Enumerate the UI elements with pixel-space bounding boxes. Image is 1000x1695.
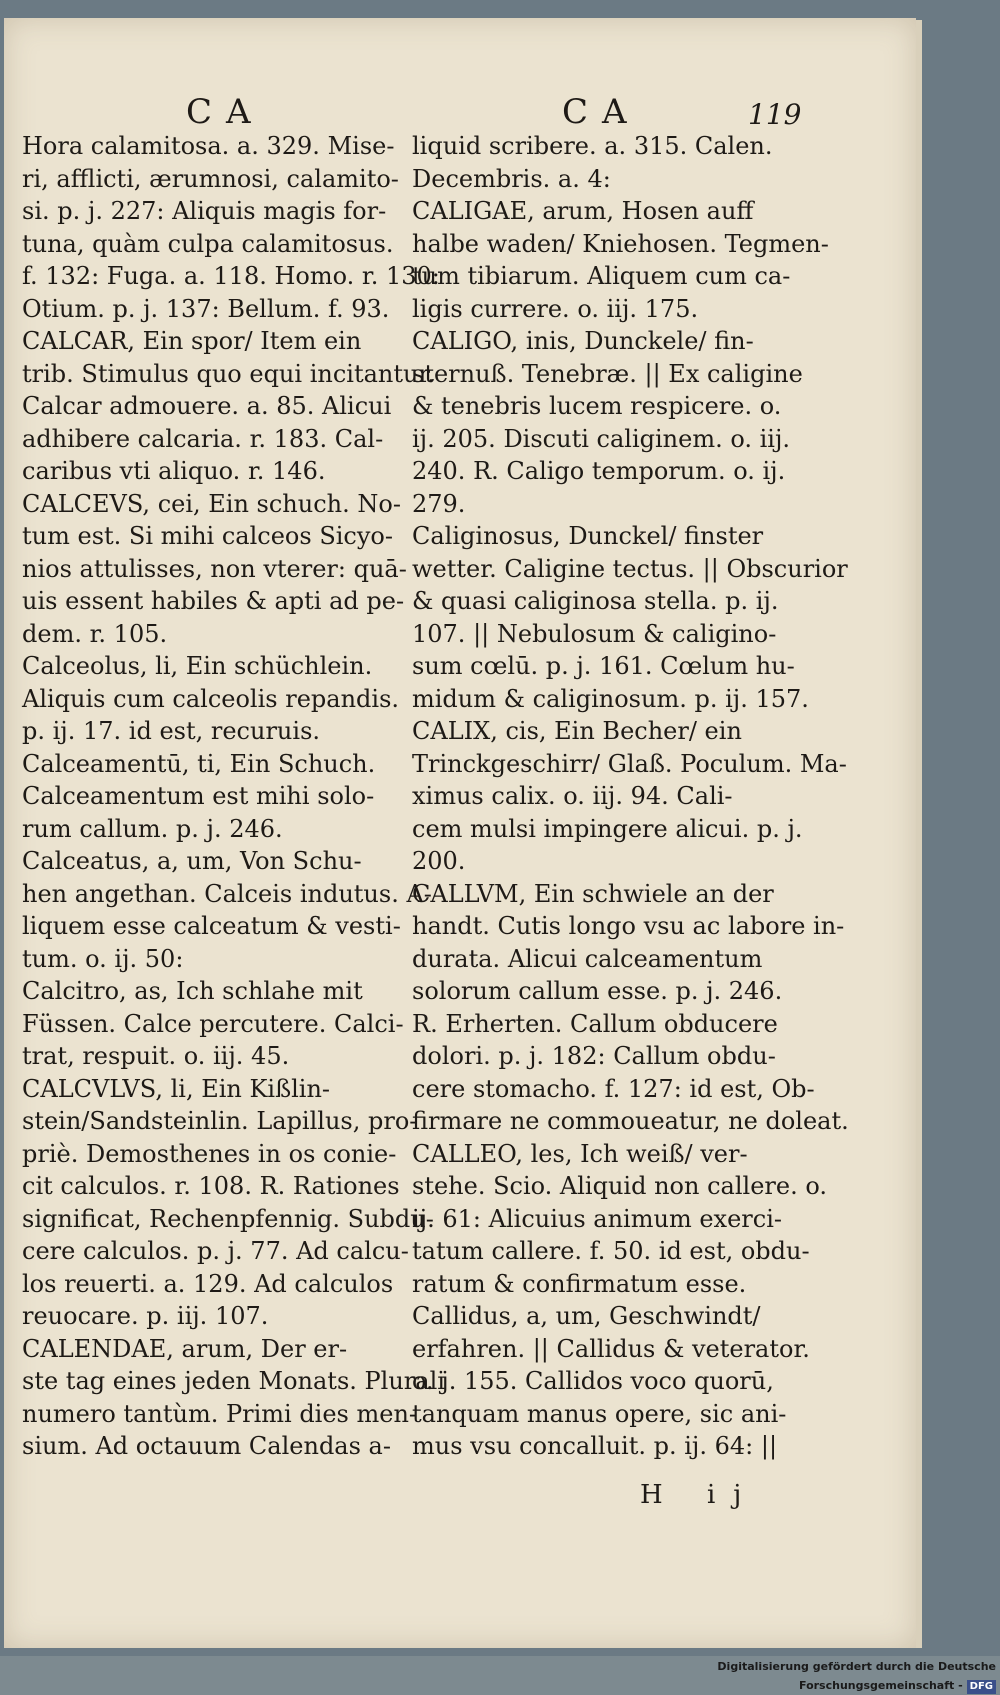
text-line: durata. Alicui calceamentum — [412, 944, 763, 973]
text-line: CALCAR, Ein spor/ Item ein — [22, 327, 362, 355]
text-line: & tenebris lucem respicere. o. — [412, 392, 782, 420]
text-line: CALENDAE, arum, Der er- — [22, 1334, 348, 1363]
text-line: tuna, quàm culpa calamitosus. — [22, 229, 394, 258]
text-line: dolori. p. j. 182: Callum obdu- — [412, 1042, 776, 1070]
text-line: CALIX, cis, Ein Becher/ ein — [412, 717, 742, 745]
text-line: sum cœlū. p. j. 161. Cœlum hu- — [412, 652, 795, 680]
text-line: Calceamentū, ti, Ein Schuch. — [22, 749, 376, 778]
text-line: cere stomacho. f. 127: id est, Ob- — [412, 1074, 815, 1103]
text-line: dem. r. 105. — [22, 619, 168, 648]
text-line: priè. Demosthenes in os conie- — [22, 1139, 397, 1168]
text-line: rum callum. p. j. 246. — [22, 814, 283, 843]
running-head-right: CA — [562, 92, 641, 132]
text-line: cem mulsi impingere alicui. p. j. — [412, 814, 803, 843]
text-line: handt. Cutis longo vsu ac labore in- — [412, 912, 845, 940]
text-line: nios attulisses, non vterer: quā- — [22, 554, 407, 583]
text-line: solorum callum esse. p. j. 246. — [412, 977, 783, 1005]
text-line: los reuerti. a. 129. Ad calculos — [22, 1269, 394, 1298]
text-line: ste tag eines jeden Monats. Plurali — [22, 1367, 445, 1395]
running-head-left: CA — [186, 92, 265, 132]
text-line: Calceamentum est mihi solo- — [22, 782, 375, 810]
credit-text: Digitalisierung gefördert durch die Deutsche Forschungsgemeinschaft - — [717, 1660, 996, 1692]
text-line: halbe waden/ Kniehosen. Tegmen- — [412, 229, 829, 258]
text-line: 279. — [412, 489, 466, 518]
text-line: tanquam manus opere, sic ani- — [412, 1399, 787, 1428]
text-line: CALCVLVS, li, Ein Kißlin- — [22, 1074, 331, 1103]
text-line: o. j. 155. Callidos voco quorū, — [412, 1367, 774, 1395]
text-line: significat, Rechenpfennig. Subdu- — [22, 1204, 434, 1233]
text-line: tatum callere. f. 50. id est, obdu- — [412, 1237, 810, 1265]
text-line: uis essent habiles & apti ad pe- — [22, 587, 405, 615]
digitization-credit — [560, 1657, 996, 1692]
text-line: adhibere calcaria. r. 183. Cal- — [22, 424, 384, 453]
text-line: 200. — [412, 847, 466, 875]
text-line: tum tibiarum. Aliquem cum ca- — [412, 262, 791, 290]
text-line: mus vsu concalluit. p. ij. 64: || — [412, 1432, 778, 1460]
text-line: Calcar admouere. a. 85. Alicui — [22, 392, 392, 420]
text-line: tum. o. ij. 50: — [22, 944, 184, 973]
text-line: liquid scribere. a. 315. Calen. — [412, 132, 773, 160]
text-line: wetter. Caligine tectus. || Obscurior — [412, 554, 848, 583]
text-line: ligis currere. o. iij. 175. — [412, 294, 699, 323]
page-number: 119 — [748, 98, 802, 131]
text-line: liquem esse calceatum & vesti- — [22, 912, 401, 940]
text-line: Aliquis cum calceolis repandis. — [22, 684, 400, 713]
text-line: ri, afflicti, ærumnosi, calamito- — [22, 164, 399, 193]
text-line: reuocare. p. iij. 107. — [22, 1302, 269, 1330]
text-line: stein/Sandsteinlin. Lapillus, pro- — [22, 1107, 418, 1135]
text-line: R. Erherten. Callum obducere — [412, 1009, 778, 1038]
text-line: erfahren. || Callidus & veterator. — [412, 1334, 810, 1363]
text-line: trib. Stimulus quo equi incitantur. — [22, 359, 435, 388]
signature-mark: H ij — [640, 1480, 760, 1510]
text-line: Calceolus, li, Ein schüchlein. — [22, 652, 373, 680]
text-line: Decembris. a. 4: — [412, 164, 611, 193]
text-line: CALCEVS, cei, Ein schuch. No- — [22, 489, 401, 518]
text-line: Trinckgeschirr/ Glaß. Poculum. Ma- — [412, 749, 847, 778]
text-line: midum & caliginosum. p. ij. 157. — [412, 684, 809, 713]
text-line: hen angethan. Calceis indutus. A- — [22, 879, 432, 908]
text-line: Füssen. Calce percutere. Calci- — [22, 1009, 404, 1038]
text-line: CALIGAE, arum, Hosen auff — [412, 197, 754, 225]
text-line: CALLVM, Ein schwiele an der — [412, 879, 774, 908]
text-line: si. p. j. 227: Aliquis magis for- — [22, 197, 387, 225]
dfg-logo: DFG — [967, 1680, 996, 1694]
text-line: firmare ne commoueatur, ne doleat. — [412, 1107, 849, 1135]
text-line: trat, respuit. o. iij. 45. — [22, 1042, 290, 1070]
text-line: ij. 61: Alicuius animum exerci- — [412, 1204, 782, 1233]
text-line: CALLEO, les, Ich weiß/ ver- — [412, 1139, 748, 1168]
text-line: CALIGO, inis, Dunckele/ fin- — [412, 327, 754, 355]
text-line: tum est. Si mihi calceos Sicyo- — [22, 522, 393, 550]
text-line: f. 132: Fuga. a. 118. Homo. r. 130: — [22, 262, 440, 290]
text-line: stehe. Scio. Aliquid non callere. o. — [412, 1172, 827, 1200]
text-line: p. ij. 17. id est, recuruis. — [22, 717, 321, 745]
text-line: Caliginosus, Dunckel/ finster — [412, 522, 764, 550]
text-line: sium. Ad octauum Calendas a- — [22, 1432, 391, 1460]
text-line: 107. || Nebulosum & caligino- — [412, 619, 777, 648]
text-line: Callidus, a, um, Geschwindt/ — [412, 1302, 761, 1330]
text-line: & quasi caliginosa stella. p. ij. — [412, 587, 779, 615]
text-line: Otium. p. j. 137: Bellum. f. 93. — [22, 294, 390, 323]
text-line: sternuß. Tenebræ. || Ex caligine — [412, 359, 803, 388]
text-line: Calceatus, a, um, Von Schu- — [22, 847, 362, 875]
text-line: ximus calix. o. iij. 94. Cali- — [412, 782, 733, 810]
text-line: cit calculos. r. 108. R. Rationes — [22, 1172, 400, 1200]
text-line: Hora calamitosa. a. 329. Mise- — [22, 132, 395, 160]
right-column — [412, 130, 849, 1463]
text-line: numero tantùm. Primi dies men- — [22, 1399, 418, 1428]
text-line: cere calculos. p. j. 77. Ad calcu- — [22, 1237, 409, 1265]
text-line: ratum & confirmatum esse. — [412, 1269, 747, 1298]
text-line: caribus vti aliquo. r. 146. — [22, 457, 326, 485]
page-edge — [916, 20, 922, 1648]
text-line: Calcitro, as, Ich schlahe mit — [22, 977, 363, 1005]
text-line: ij. 205. Discuti caliginem. o. iij. — [412, 424, 791, 453]
text-line: 240. R. Caligo temporum. o. ij. — [412, 457, 786, 485]
